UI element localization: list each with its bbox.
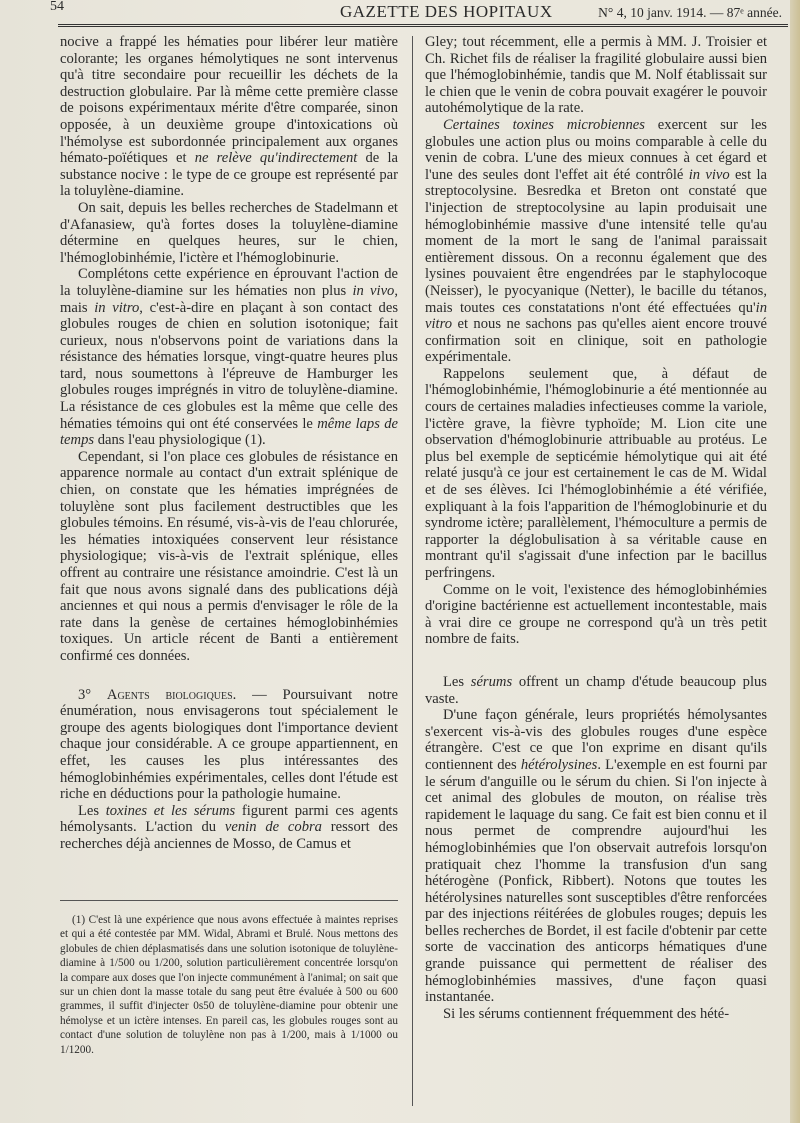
section-agents-biologiques: 3° Agents biologiques. — Poursuivant notre énumération, nous envisagerons tout spécialement le groupe des agents biologiques dont l'importance devient chaque jour considérable. A ce groupe appartiennent, en effet, les causes les plus intéressantes des hémoglobinhémies expérimentales, celles dont l'étude est riche en déductions pour la pathologie humaine. <box>60 686 398 803</box>
section-heading: Agents biologiques. <box>106 686 237 703</box>
paragraph: nocive a frappé les hématies pour libérer leur matière colorante; les organes hémolytiques ne sont intervenus qu'à titre secondaire pour recueillir les déchets de la destruction globulaire. Par là même cette première classe de poisons expérimentaux mérite d'être comparée, sinon opposée, à un deuxième groupe d'intoxications où l'hémolyse est subordonnée principalement aux organes hémato-poïétiques et ne relève qu'indirectement de la substance nocive : le type de ce groupe est représenté par la toluylène-diamine. <box>60 34 398 200</box>
journal-title: GAZETTE DES HOPITAUX <box>340 2 553 21</box>
paragraph: Les sérums offrent un champ d'étude beaucoup plus vaste. <box>425 673 767 707</box>
paragraph: Si les sérums contiennent fréquemment des hété- <box>443 1005 730 1022</box>
paragraph: Gley; tout récemment, elle a permis à MM. J. Troisier et Ch. Richet fils de réaliser la fragilité globulaire aussi bien que l'hémoglobinhémie, tandis que M. Nolf établissait sur le chien que le venin de cobra pouvait exagérer le pouvoir autohémolytique de la rate. <box>425 34 767 117</box>
paragraph: Certaines toxines microbiennes exercent sur les globules une action plus ou moins comparable à celle du venin de cobra. L'une des mieux connues à cet égard et l'une des seules dont l'effet ait été contrôlé in vivo est la streptocolysine. Besredka et Breton ont constaté que l'injection de streptocolysine au lapin produisait une hémoglobinhémie massive d'une intensité telle qu'au moment de la mort le sang de l'animal paraissait entièrement dissous. On a reconnu également que des lysines pouvaient être engendrées par le staphylocoque (Neisser), le pyocyanique (Netter), le bacille du tétanos, mais toutes ces constatations n'ont été effectuées qu'in vitro et nous ne sachons pas qu'elles aient encore trouvé confirmation soit en clinique, soit en pathologie expérimentale. <box>425 116 767 366</box>
page-header <box>50 0 788 27</box>
page-edge <box>790 0 800 1123</box>
footnote: (1) C'est là une expérience que nous avons effectuée à maintes reprises et qui a été contestée par MM. Widal, Abrami et Brulé. Nous mettons des globules de chien déplasmatisés dans une solution isotonique de toluylène-diamine à 1/500 ou 1/200, solution particulièrement concentrée lorsqu'on la compare aux doses que l'on injecte communément à l'animal; on sait que sur un chien dont la masse totale du sang peut être évaluée à 500 ou 600 grammes, il suffit d'injecter 0s50 de toluylène-diamine pour obtenir une hémolyse et un ictère intenses. En pareil cas, les globules rouges sont au contact d'une solution de toluylène non pas à 1/200, mais à 1/1000 ou 1/1200. <box>60 914 398 1056</box>
left-column <box>60 34 398 853</box>
paragraph: Complétons cette expérience en éprouvant l'action de la toluylène-diamine sur les hématies non plus in vivo, mais in vitro, c'est-à-dire en plaçant à son contact des globules rouges de chien en solution isotonique; fait curieux, nous n'observons point de variations dans la résistance des hématies lorsque, vingt-quatre heures plus tard, nous soumettons à l'épreuve de Hamburger les globules rouges imprégnés in vitro de toluylène-diamine. La résistance de ces globules est la même que celle des hématies témoins qui ont été conservées le même laps de temps dans l'eau physiologique (1). <box>60 266 399 449</box>
paragraph: On sait, depuis les belles recherches de Stadelmann et d'Afanasiew, qu'à fortes doses la toluylène-diamine détermine en quelques heures, sur le chien, l'hémoglobinhémie, l'ictère et l'hémoglobinurie. <box>60 199 398 266</box>
paragraph: Cependant, si l'on place ces globules de résistance en apparence normale au contact d'un extrait splénique de chien, on constate que les hématies imprégnées de toluylène sont plus facilement destructibles que les globules témoins. En résumé, vis-à-vis de l'eau chlorurée, les hématies intoxiquées conservent leur résistance physiologique; vis-à-vis de l'extrait splénique, elles offrent au contraire une résistance amoindrie. C'est là un fait que nous avons signalé dans des publications déjà anciennes et qui nous a permis d'envisager le rôle de la rate dans la genèse de certaines hémoglobinhémies toxiques. Un article récent de Banti a entièrement confirmé ces données. <box>60 448 398 664</box>
column-divider <box>412 36 413 1106</box>
footnote-divider <box>60 900 398 901</box>
issue-info: N° 4, 10 janv. 1914. — 87ᵉ année. <box>598 5 782 20</box>
right-column <box>425 34 767 1022</box>
paragraph: D'une façon générale, leurs propriétés hémolysantes s'exercent vis-à-vis des globules rouges d'une espèce étrangère. C'est ce que l'on exprime en disant qu'ils contiennent des hétérolysines. L'exemple en est fourni par le sérum d'anguille ou le sérum du chien. Si l'on injecte à cet animal des globules de mouton, on réalise très rapidement le laquage du sang. Ce fait est bien connu et il nous permet de comprendre aujourd'hui les hémoglobinhémies que l'on observait autrefois lorsqu'on pratiquait chez l'homme la transfusion d'un sang hétérogène (Ponfick, Ribbert). Notons que toutes les hétérolysines naturelles sont susceptibles d'être renforcées par des injections réitérées de globules rouges; depuis les belles recherches de Bordet, il est facile d'obtenir par cette sorte de vaccination des anticorps hématiques d'une grande puissance qui permettent de réaliser des hémoglobinhémies massives, d'une façon quasi instantanée. <box>425 707 767 1006</box>
page-number: 54 <box>50 0 64 14</box>
paragraph: Comme on le voit, l'existence des hémoglobinhémies d'origine bactérienne est actuellement incontestable, mais à vrai dire ce groupe ne correspond qu'à un très petit nombre de faits. <box>425 581 767 648</box>
paragraph: Rappelons seulement que, à défaut de l'hémoglobinhémie, l'hémoglobinurie a été mentionnée au cours de certaines maladies infectieuses comme la variole, l'ictère grave, la fièvre typhoïde; M. Lion cite une observation d'hémoglobinurie attribuable au protéus. Le plus bel exemple de septicémie hémolytique qui ait été relaté jusqu'à ce jour est certainement le cas de M. Widal et de ses élèves. Ici l'hémoglobinhémie a été vérifiée, expliquant à la fois l'apparition de l'hémoglobinurie et du syndrome ictère; parallèlement, l'hémoculture a permis de rapporter la déglobulisation à sa véritable cause en montrant qu'il s'agissait d'une infection par le bacillus perfringens. <box>425 365 767 581</box>
paragraph: Les toxines et les sérums figurent parmi ces agents hémolysants. L'action du venin de cobra ressort des recherches déjà anciennes de Mosso, de Camus et <box>60 802 398 852</box>
